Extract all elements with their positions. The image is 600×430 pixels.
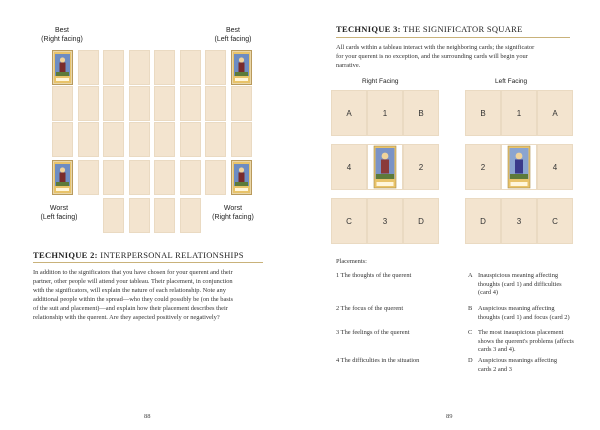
tableau-card <box>154 50 175 85</box>
paragraph-line: relationship with the querent. Are they aspected positively or negatively? <box>33 314 220 321</box>
paragraph-line: All cards within a tableau interact with the neighboring cards; the significator <box>336 44 535 51</box>
tableau-card <box>129 198 150 233</box>
tableau-card <box>180 198 201 233</box>
square-position-card: C <box>537 198 573 244</box>
square-position-card: 3 <box>367 198 403 244</box>
tableau-card <box>180 122 201 157</box>
caption-line: (Left facing) <box>40 214 78 221</box>
placement-meaning-line: Inauspicious meaning affecting <box>478 272 559 279</box>
caption-line: Best <box>54 27 69 34</box>
technique-2-paragraph <box>33 268 273 322</box>
square-position-card: 4 <box>331 144 367 190</box>
placements-title: Placements: <box>336 258 367 265</box>
technique-3-intro <box>336 43 586 70</box>
placement-meaning-line: shows the querent's problems (affects <box>478 337 574 345</box>
heading-lead: TECHNIQUE 3: <box>336 24 401 34</box>
tableau-card <box>129 86 150 121</box>
paragraph-line: partner, other people will attend your tableau. Their placement, in conjunction <box>33 278 233 285</box>
tableau-card <box>52 122 73 157</box>
tableau-card <box>103 86 124 121</box>
tableau-card <box>154 198 175 233</box>
caption-line: Best <box>225 27 240 34</box>
tableau-card <box>52 86 73 121</box>
square-position-card: 2 <box>465 144 501 190</box>
tableau-card <box>231 122 252 157</box>
square-position-card: 4 <box>537 144 573 190</box>
paragraph-line: with the significators, will explain the nature of each relationship. Note any <box>33 287 226 294</box>
placement-meaning-line: cards 3 and 4). <box>478 346 516 353</box>
placement-key: A <box>468 272 473 279</box>
caption-line: (Right facing) <box>41 36 83 43</box>
tarot-figure-icon <box>232 51 251 84</box>
placement-meaning <box>478 357 593 374</box>
tarot-figure-icon <box>507 145 531 189</box>
page-number: 89 <box>446 413 453 420</box>
tableau-card <box>103 198 124 233</box>
placement-meaning-line: thoughts (card 1) and focus (card 2) <box>478 313 570 321</box>
tableau-card <box>78 122 99 157</box>
significator-card <box>52 160 73 195</box>
heading-rule <box>33 262 263 263</box>
paragraph-line: of the suit and placement)—and explain how their placement describes their <box>33 305 228 312</box>
tarot-figure-icon <box>232 161 251 194</box>
tableau-card <box>154 160 175 195</box>
tableau-card <box>205 50 226 85</box>
paragraph-line: for your querent is no exception, and the surrounding cards will begin your <box>336 53 528 60</box>
tableau-card <box>103 50 124 85</box>
tableau-card <box>129 160 150 195</box>
tableau-card <box>180 160 201 195</box>
square-position-card: B <box>465 90 501 136</box>
tableau-card <box>78 160 99 195</box>
right-facing-label: Right Facing <box>362 78 399 85</box>
heading-lead: TECHNIQUE 2: <box>33 250 98 260</box>
square-position-card: D <box>403 198 439 244</box>
heading-rest: THE SIGNIFICATOR SQUARE <box>400 24 523 34</box>
square-position-card: C <box>331 198 367 244</box>
square-position-card: 1 <box>367 90 403 136</box>
significator-card <box>367 144 403 190</box>
placement-item <box>336 272 466 281</box>
placement-key: C <box>468 329 473 336</box>
significator-card <box>52 50 73 85</box>
page-number: 88 <box>144 413 151 420</box>
square-position-card: B <box>403 90 439 136</box>
significator-card <box>231 50 252 85</box>
paragraph-line: additional people within the spread—who they could possibly be (on the basis <box>33 296 234 303</box>
placement-key: D <box>468 357 473 364</box>
square-position-card: 3 <box>501 198 537 244</box>
tableau-card <box>78 86 99 121</box>
paragraph-line: In addition to the significators that you have chosen for your querent and their <box>33 269 233 276</box>
caption-worst-right-facing <box>208 204 258 222</box>
placement-meaning-line: thoughts (card 1) and difficulties <box>478 280 562 288</box>
right-page <box>300 0 600 430</box>
tableau-card <box>231 86 252 121</box>
technique-3-heading <box>336 24 523 34</box>
square-position-card: 2 <box>403 144 439 190</box>
placement-meaning <box>478 272 593 298</box>
caption-line: (Right facing) <box>212 214 254 221</box>
placement-key: B <box>468 305 473 312</box>
tableau-card <box>205 86 226 121</box>
tarot-figure-icon <box>53 51 72 84</box>
placement-item <box>336 357 466 366</box>
placement-meaning-line: Auspicious meaning affecting <box>478 305 555 312</box>
placement-text: 3 The feelings of the querent <box>336 329 410 336</box>
square-position-card: 1 <box>501 90 537 136</box>
placement-text: 4 The difficulties in the situation <box>336 357 420 364</box>
placement-meaning-line: cards 2 and 3 <box>478 365 512 373</box>
tableau-card <box>129 122 150 157</box>
tableau-card <box>180 50 201 85</box>
tableau-card <box>129 50 150 85</box>
tableau-card <box>154 86 175 121</box>
tableau-card <box>180 86 201 121</box>
tableau-card <box>154 122 175 157</box>
square-position-card: D <box>465 198 501 244</box>
caption-line: (Left facing) <box>214 36 252 43</box>
tableau-card <box>78 50 99 85</box>
left-facing-label: Left Facing <box>495 78 528 85</box>
placement-item <box>336 329 466 338</box>
tableau-card <box>103 160 124 195</box>
caption-best-left-facing <box>211 26 255 44</box>
tableau-card <box>103 122 124 157</box>
caption-best-right-facing <box>40 26 84 44</box>
caption-line: Worst <box>223 205 243 212</box>
tarot-figure-icon <box>373 145 397 189</box>
square-position-card: A <box>537 90 573 136</box>
paragraph-line: narrative. <box>336 62 361 69</box>
placement-meaning-line: Auspicious meanings affecting <box>478 357 558 364</box>
significator-card <box>231 160 252 195</box>
placement-meaning <box>478 329 593 355</box>
tableau-card <box>205 122 226 157</box>
placement-meaning <box>478 305 593 322</box>
placement-text: 1 The thoughts of the querent <box>336 272 412 279</box>
square-position-card: A <box>331 90 367 136</box>
heading-rest: INTERPERSONAL RELATIONSHIPS <box>97 250 244 260</box>
caption-worst-left-facing <box>37 204 81 222</box>
tableau-card <box>205 160 226 195</box>
placement-meaning-line: (card 4) <box>478 289 499 296</box>
placement-meaning-line: The most inauspicious placement <box>478 329 564 336</box>
significator-card <box>501 144 537 190</box>
placement-text: 2 The focus of the querent <box>336 305 404 312</box>
placement-item <box>336 305 466 314</box>
tarot-figure-icon <box>53 161 72 194</box>
heading-rule <box>336 37 570 38</box>
technique-2-heading <box>33 250 244 260</box>
caption-line: Worst <box>49 205 69 212</box>
